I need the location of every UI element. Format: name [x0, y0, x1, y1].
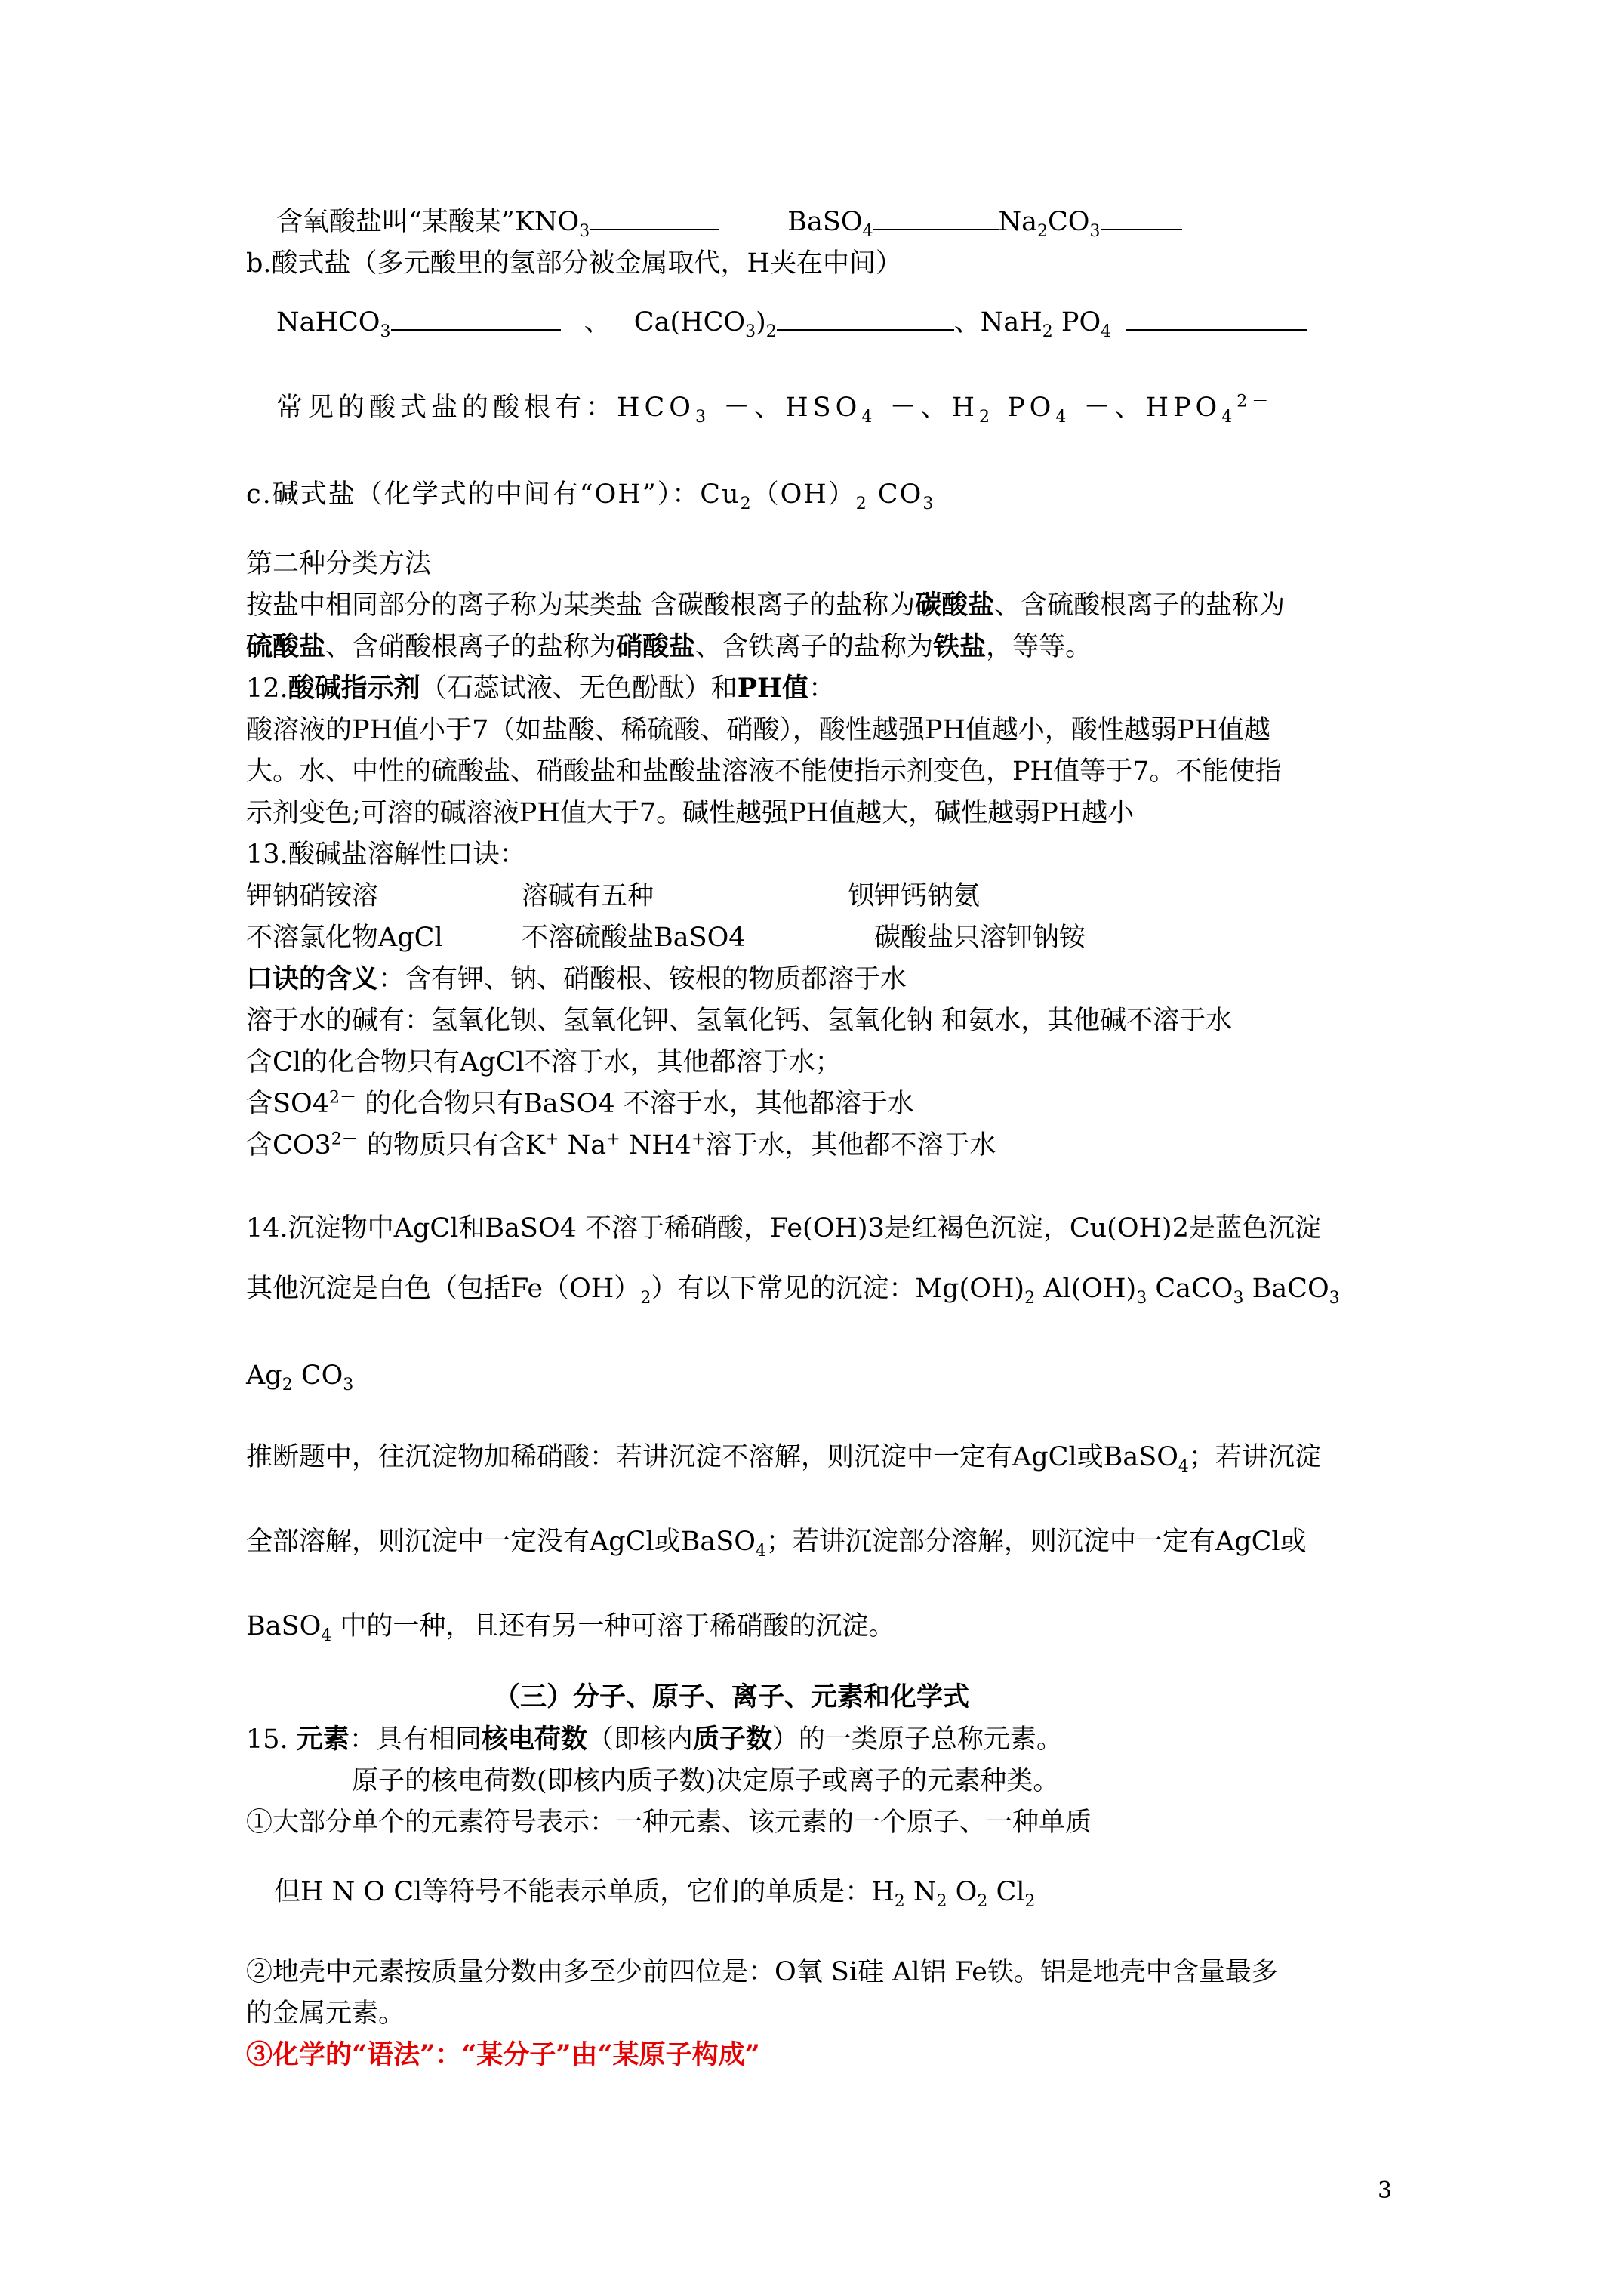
ph-text-3: 示剂变色;可溶的碱溶液PH值大于7。碱性越强PH值越大，碱性越弱PH越小 — [246, 798, 1135, 828]
acid-salt-examples: NaHCO$_3$ 、 $Ca(HCO_3)_2$ 、NaH$_2$ $PO_4$ — [276, 306, 1307, 339]
cl-compounds: 含Cl的化合物只有AgCl不溶于水，其他都溶于水； — [246, 1047, 842, 1077]
section-13-heading: 13.酸碱盐溶解性口诀： — [246, 840, 526, 870]
section-3-heading: （三）分子、原子、离子、元素和化学式 — [494, 1681, 970, 1712]
white-precipitates: 其他沉淀是白色（包括$Fe(OH)_2$）有以下常见的沉淀：$Mg(OH)_2$ $Al(OH)_3$ CaCO$_3$ BaCO$_3$ — [246, 1274, 1340, 1308]
oxyacid-salt-line: 含氧酸盐叫“某酸某$”KNO_3$ BaSO$_4$ $Na_2CO_3$ — [276, 205, 1182, 239]
section-12-heading: 12.酸碱指示剂（石蕊试液、无色酚酞）和PH值： — [246, 673, 836, 704]
blank-kno3 — [590, 206, 719, 230]
ag2co3-line: $Ag_2$ $CO_3$ — [246, 1361, 354, 1395]
earth-crust-elements-2: 的金属元素。 — [246, 1999, 405, 2029]
document-page: 含氧酸盐叫“某酸某$”KNO_3$ BaSO$_4$ $Na_2CO_3$ b.酸式盐（多元酸里的氢部分被金属取代，H夹在中间） NaHCO$_3$ 、 $Ca(HCO_3)_2$ 、NaH$_2$ $PO_4$ 常见的酸式盐的酸根有：$HCO_3$ －、$HSO_4$ －、$H_2$ $PO_4$ －、$HPO_4^{2-}$ c.碱式盐（化学式的中间有“OH”）：$Cu_2(OH)_2$ $CO_3$ 第二种分类方法 按盐中相同部分的离子称为某类盐 含碳酸根离子的盐称为碳酸盐、含硫酸根离子的盐称为 硫酸盐、含硝酸根离子的盐称为硝酸盐、含铁离子的盐称为铁盐，等等。 12.酸碱指示剂（石蕊试液、无色酚酞）和PH值： 酸溶液的PH值小于7（如盐酸、稀硫酸、硝酸），酸性越强PH值越小，酸性越弱PH值越 大。水、中性的硫酸盐、硝酸盐和盐酸盐溶液不能使指示剂变色，PH值等于7。不能使指 示剂变色;可溶的碱溶液PH值大于7。碱性越强PH值越大，碱性越弱PH越小 13.酸碱盐溶解性口诀： 钾钠硝铵溶 溶碱有五种 钡钾钙钠氨 不溶氯化物AgCl 不溶硫酸盐BaSO4 碳酸盐只溶钾钠铵 口诀的含义：含有钾、钠、硝酸根、铵根的物质都溶于水 溶于水的碱有：氢氧化钡、氢氧化钾、氢氧化钙、氢氧化钠 和氨水，其他碱不溶于水 含Cl的化合物只有AgCl不溶于水，其他都溶于水； 含$SO4^{2-}$ 的化合物只有BaSO4 不溶于水，其他都溶于水 含$CO3^{2-}$ 的物质只有含K+ Na+ NH4+溶于水，其他都不溶于水 14.沉淀物中AgCl和BaSO4 不溶于稀硝酸，Fe(OH)3是红褐色沉淀，Cu(OH)2是蓝色沉淀 其他沉淀是白色（包括$Fe(OH)_2$）有以下常见的沉淀：$Mg(OH)_2$ $Al(OH)_3$ CaCO$_3$ BaCO$_3$ $Ag_2$ $CO_3$ 推断题中，往沉淀物加稀硝酸：若讲沉淀不溶解，则沉淀中一定有AgCl或BaSO$_4$；若讲沉淀 全部溶解，则沉淀中一定没有AgCl或BaSO$_4$；若讲沉淀部分溶解，则沉淀中一定有AgCl或 BaSO$_4$ 中的一种，且还有另一种可溶于稀硝酸的沉淀。 （三）分子、原子、离子、元素和化学式 15. 元素：具有相同核电荷数（即核内质子数）的一类原子总称元素。 原子的核电荷数(即核内质子数)决定原子或离子的元素种类。 ①大部分单个的元素符号表示：一种元素、该元素的一个原子、一种单质 但H N O Cl等符号不能表示单质，它们的单质是：$H_2$ $N_2$ $O_2$ $Cl_2$ ②地壳中元素按质量分数由多至少前四位是：O氧 Si硅 Al铝 Fe铁。铝是地壳中含量最多 的金属元素。 ③化学的“语法”：“某分子”由“某原子构成” 3 — [246, 207, 1393, 2204]
elemental-substances: 但H N O Cl等符号不能表示单质，它们的单质是：$H_2$ $N_2$ $O_2$ $Cl_2$ — [274, 1877, 1036, 1911]
so4-compounds: 含$SO4^{2-}$ 的化合物只有BaSO4 不溶于水，其他都溶于水 — [246, 1088, 914, 1119]
inference-text-2: 全部溶解，则沉淀中一定没有AgCl或BaSO$_4$；若讲沉淀部分溶解，则沉淀中一定有AgCl或 — [246, 1527, 1307, 1561]
acid-radicals-line: 常见的酸式盐的酸根有：$HCO_3$ －、$HSO_4$ －、$H_2$ $PO_4$ －、$HPO_4^{2-}$ — [276, 392, 1273, 427]
inference-text-1: 推断题中，往沉淀物加稀硝酸：若讲沉淀不溶解，则沉淀中一定有AgCl或BaSO$_4$；若讲沉淀 — [246, 1442, 1321, 1476]
blank-na2co3 — [1101, 206, 1182, 230]
ph-text-2: 大。水、中性的硫酸盐、硝酸盐和盐酸盐溶液不能使指示剂变色，PH值等于7。不能使指 — [246, 757, 1282, 787]
mnemonic-meaning: 口诀的含义：含有钾、钠、硝酸根、铵根的物质都溶于水 — [246, 963, 907, 994]
earth-crust-elements-1: ②地壳中元素按质量分数由多至少前四位是：O氧 Si硅 Al铝 Fe铁。铝是地壳中含量最多 — [246, 1957, 1278, 1987]
classification-text-2: 硫酸盐、含硝酸根离子的盐称为硝酸盐、含铁离子的盐称为铁盐，等等。 — [246, 631, 1092, 662]
classification-text-1: 按盐中相同部分的离子称为某类盐 含碳酸根离子的盐称为碳酸盐、含硫酸根离子的盐称为 — [246, 590, 1286, 621]
ph-text-1: 酸溶液的PH值小于7（如盐酸、稀硫酸、硝酸），酸性越强PH值越小，酸性越弱PH值越 — [246, 715, 1270, 745]
nuclear-charge-text: 原子的核电荷数(即核内质子数)决定原子或离子的元素种类。 — [352, 1766, 1060, 1796]
co3-compounds: 含$CO3^{2-}$ 的物质只有含K+ Na+ NH4+溶于水，其他都不溶于水 — [246, 1130, 996, 1160]
element-symbol-meaning: ①大部分单个的元素符号表示：一种元素、该元素的一个原子、一种单质 — [246, 1808, 1092, 1838]
acid-salt-heading: b.酸式盐（多元酸里的氢部分被金属取代，H夹在中间） — [246, 248, 903, 279]
chemistry-grammar-note: ③化学的“语法”：“某分子”由“某原子构成” — [246, 2039, 760, 2070]
soluble-bases: 溶于水的碱有：氢氧化钡、氢氧化钾、氢氧化钙、氢氧化钠 和氨水，其他碱不溶于水 — [246, 1006, 1233, 1036]
section-14-precipitates: 14.沉淀物中AgCl和BaSO4 不溶于稀硝酸，Fe(OH)3是红褐色沉淀，Cu(OH)2是蓝色沉淀 — [246, 1213, 1321, 1244]
blank-cahco3 — [777, 307, 954, 331]
second-classification-heading: 第二种分类方法 — [246, 549, 432, 579]
basic-salt-line: c.碱式盐（化学式的中间有“OH”）：$Cu_2(OH)_2$ $CO_3$ — [246, 479, 935, 513]
blank-nahco3 — [391, 307, 561, 331]
inference-text-3: BaSO$_4$ 中的一种，且还有另一种可溶于稀硝酸的沉淀。 — [246, 1611, 895, 1645]
page-number: 3 — [1378, 2177, 1393, 2204]
blank-nah2po4 — [1126, 307, 1307, 331]
blank-baso4 — [873, 206, 999, 230]
section-15-element-definition: 15. 元素：具有相同核电荷数（即核内质子数）的一类原子总称元素。 — [246, 1724, 1063, 1755]
